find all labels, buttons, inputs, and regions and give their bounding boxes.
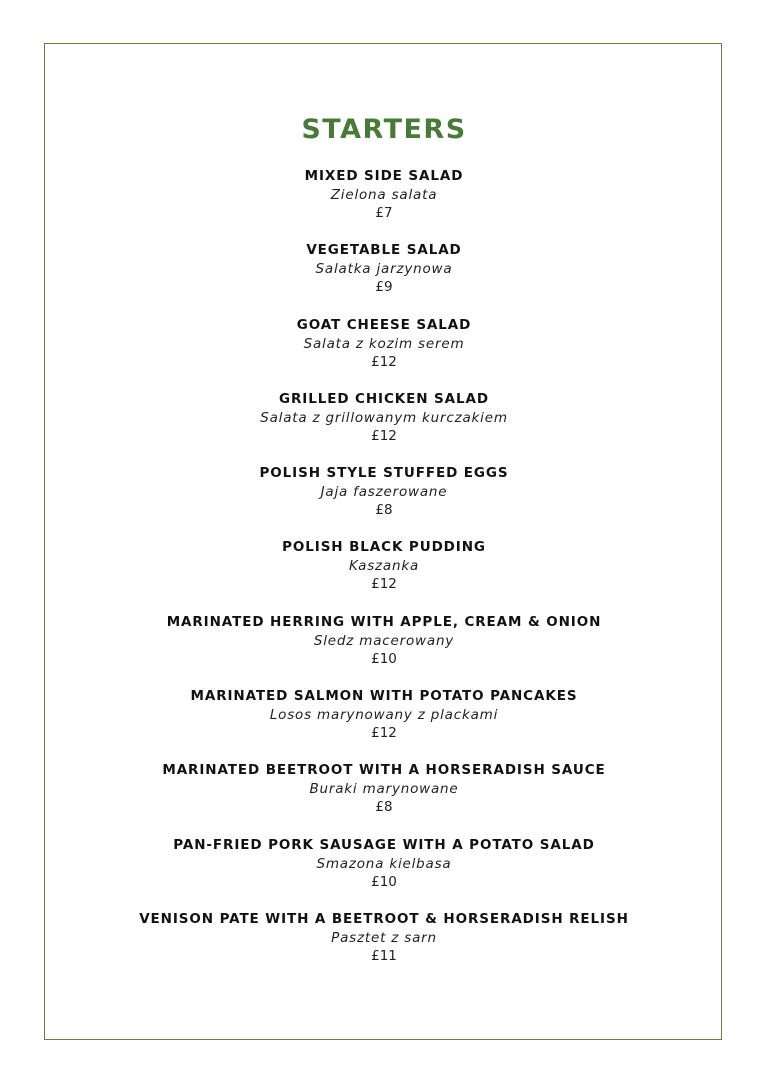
menu-item — [0, 390, 768, 464]
item-translation: Kaszanka — [348, 558, 420, 575]
item-price: £10 — [371, 650, 397, 667]
item-price: £9 — [375, 279, 393, 296]
item-name: GOAT CHEESE SALAD — [296, 316, 472, 333]
item-name: MARINATED BEETROOT WITH A HORSERADISH SAUCE — [162, 762, 606, 779]
menu-item — [0, 538, 768, 612]
menu-item — [0, 761, 768, 835]
item-price: £12 — [371, 576, 397, 593]
menu-list — [0, 167, 768, 984]
item-translation: Jaja faszerowane — [320, 484, 448, 501]
item-price: £10 — [371, 873, 397, 890]
menu-item — [0, 464, 768, 538]
item-name: GRILLED CHICKEN SALAD — [279, 390, 489, 407]
item-price: £7 — [375, 205, 393, 221]
item-translation: Buraki marynowane — [309, 781, 459, 798]
item-name: VENISON PATE WITH A BEETROOT & HORSERADISH RELISH — [139, 910, 629, 927]
menu-item — [0, 910, 768, 984]
item-translation: Salata z kozim serem — [303, 335, 465, 352]
item-translation: Losos marynowany z plackami — [269, 707, 499, 724]
section-title: STARTERS — [301, 114, 467, 145]
item-translation: Pasztet z sarn — [331, 929, 437, 946]
item-price: £12 — [371, 725, 397, 742]
item-price: £8 — [375, 799, 393, 816]
menu-item — [0, 687, 768, 761]
item-translation: Sledz macerowany — [313, 632, 455, 649]
item-price: £12 — [371, 427, 397, 444]
menu-item — [0, 836, 768, 910]
item-name: MARINATED SALMON WITH POTATO PANCAKES — [190, 688, 578, 705]
menu-item — [0, 241, 768, 315]
item-translation: Zielona salata — [330, 187, 438, 203]
item-translation: Salata z grillowanym kurczakiem — [260, 409, 508, 426]
item-name: MIXED SIDE SALAD — [304, 168, 464, 184]
item-price: £12 — [371, 353, 397, 370]
item-name: POLISH STYLE STUFFED EGGS — [259, 465, 509, 482]
item-name: MARINATED HERRING WITH APPLE, CREAM & ONION — [166, 613, 602, 630]
item-name: VEGETABLE SALAD — [306, 242, 462, 259]
menu-item — [0, 613, 768, 687]
item-name: POLISH BLACK PUDDING — [282, 539, 486, 556]
item-price: £8 — [375, 502, 393, 519]
menu-item — [0, 316, 768, 390]
menu-item — [0, 167, 768, 241]
item-name: PAN-FRIED PORK SAUSAGE WITH A POTATO SALAD — [173, 836, 595, 853]
item-translation: Salatka jarzynowa — [315, 261, 453, 278]
item-translation: Smazona kielbasa — [316, 855, 452, 872]
item-price: £11 — [371, 947, 397, 964]
